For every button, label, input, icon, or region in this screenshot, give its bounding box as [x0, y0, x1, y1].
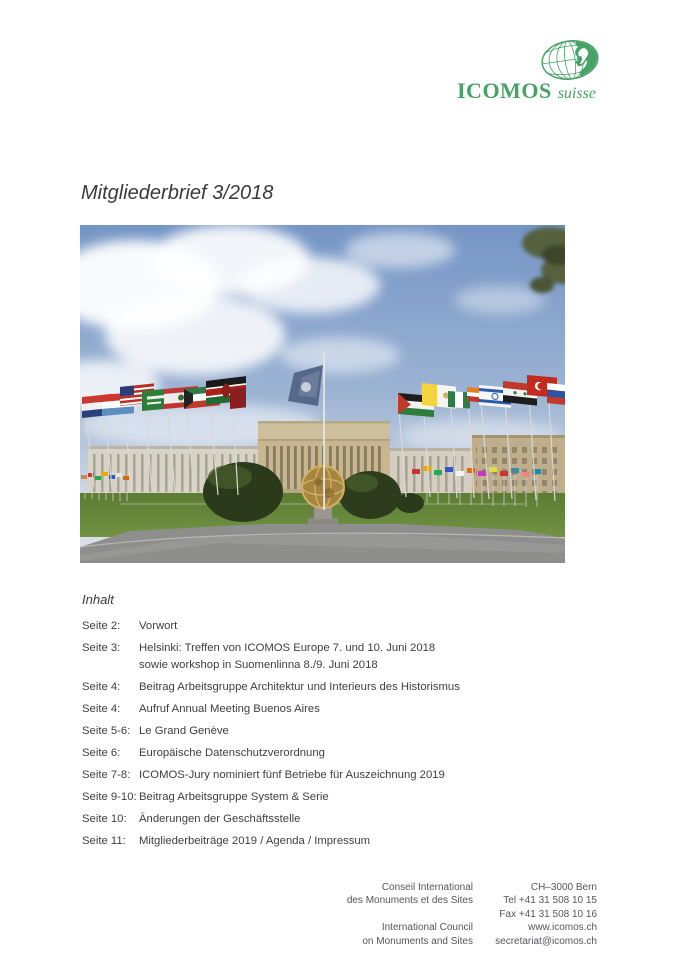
org-name-fr-line2: des Monuments et des Sites — [346, 895, 473, 907]
toc-row — [82, 833, 532, 850]
toc-row — [82, 618, 532, 635]
toc-row — [82, 679, 532, 696]
toc-page-label: Seite 6: — [82, 747, 121, 759]
toc-entry-text: Vorwort — [139, 620, 178, 632]
phone-line: Tel +41 31 508 10 15 — [503, 895, 597, 907]
toc-entry-text: Le Grand Genève — [139, 725, 229, 737]
logo-name: ICOMOS — [457, 78, 552, 103]
globe-horse-icon — [540, 39, 600, 82]
toc-entry-text: Mitgliederbeiträge 2019 / Agenda / Impressum — [139, 835, 371, 847]
toc-page-label: Seite 4: — [82, 681, 121, 693]
org-name-en-line1: International Council — [381, 922, 473, 934]
toc-row — [82, 745, 532, 762]
toc-page-label: Seite 2: — [82, 620, 121, 632]
toc-row — [82, 701, 532, 718]
footer-contact — [397, 881, 597, 948]
toc-page-label: Seite 5-6: — [82, 725, 131, 737]
toc-entry-text: Beitrag Arbeitsgruppe System & Serie — [139, 791, 329, 803]
toc-entry-text: Änderungen der Geschäftsstelle — [139, 813, 301, 825]
logo-region: suisse — [557, 85, 596, 102]
page-title: Mitgliederbrief 3/2018 — [81, 182, 274, 204]
logo-wordmark — [457, 78, 596, 104]
toc-page-label: Seite 7-8: — [82, 769, 131, 781]
road — [80, 524, 565, 563]
toc-page-label: Seite 3: — [82, 642, 121, 654]
hero-photo-illustration — [80, 225, 565, 563]
toc-row — [82, 723, 532, 740]
address-line: CH–3000 Bern — [530, 882, 597, 893]
website-link[interactable]: www.icomos.ch — [528, 922, 597, 934]
toc-page-label: Seite 9-10: — [82, 791, 137, 803]
toc-entry-text: Europäische Datenschutzverordnung — [139, 747, 325, 759]
table-of-contents — [82, 592, 532, 855]
hero-photo — [80, 225, 565, 563]
icomos-logo — [457, 38, 627, 102]
org-name-en-line2: on Monuments and Sites — [362, 935, 473, 947]
toc-heading: Inhalt — [82, 592, 114, 607]
fax-line: Fax +41 31 508 10 16 — [499, 908, 597, 920]
toc-entry-text: Beitrag Arbeitsgruppe Architektur und Interieurs des Historismus — [139, 681, 460, 693]
toc-row — [82, 789, 532, 806]
armillary-sphere-sculpture — [302, 466, 344, 529]
toc-page-label: Seite 4: — [82, 703, 121, 715]
toc-entry-text: Helsinki: Treffen von ICOMOS Europe 7. und 10. Juni 2018 sowie workshop in Suomenlinna 8./9. Juni 2018 — [139, 642, 436, 671]
email-link[interactable]: secretariat@icomos.ch — [495, 935, 597, 947]
toc-entry-text: Aufruf Annual Meeting Buenos Aires — [139, 703, 320, 715]
toc-page-label: Seite 11: — [82, 835, 126, 847]
toc-row — [82, 640, 532, 674]
toc-entry-text: ICOMOS-Jury nominiert fünf Betriebe für Auszeichnung 2019 — [139, 769, 445, 781]
toc-page-label: Seite 10: — [82, 813, 127, 825]
toc-row — [82, 767, 532, 784]
toc-row — [82, 811, 532, 828]
org-name-fr-line1: Conseil International — [381, 882, 473, 893]
